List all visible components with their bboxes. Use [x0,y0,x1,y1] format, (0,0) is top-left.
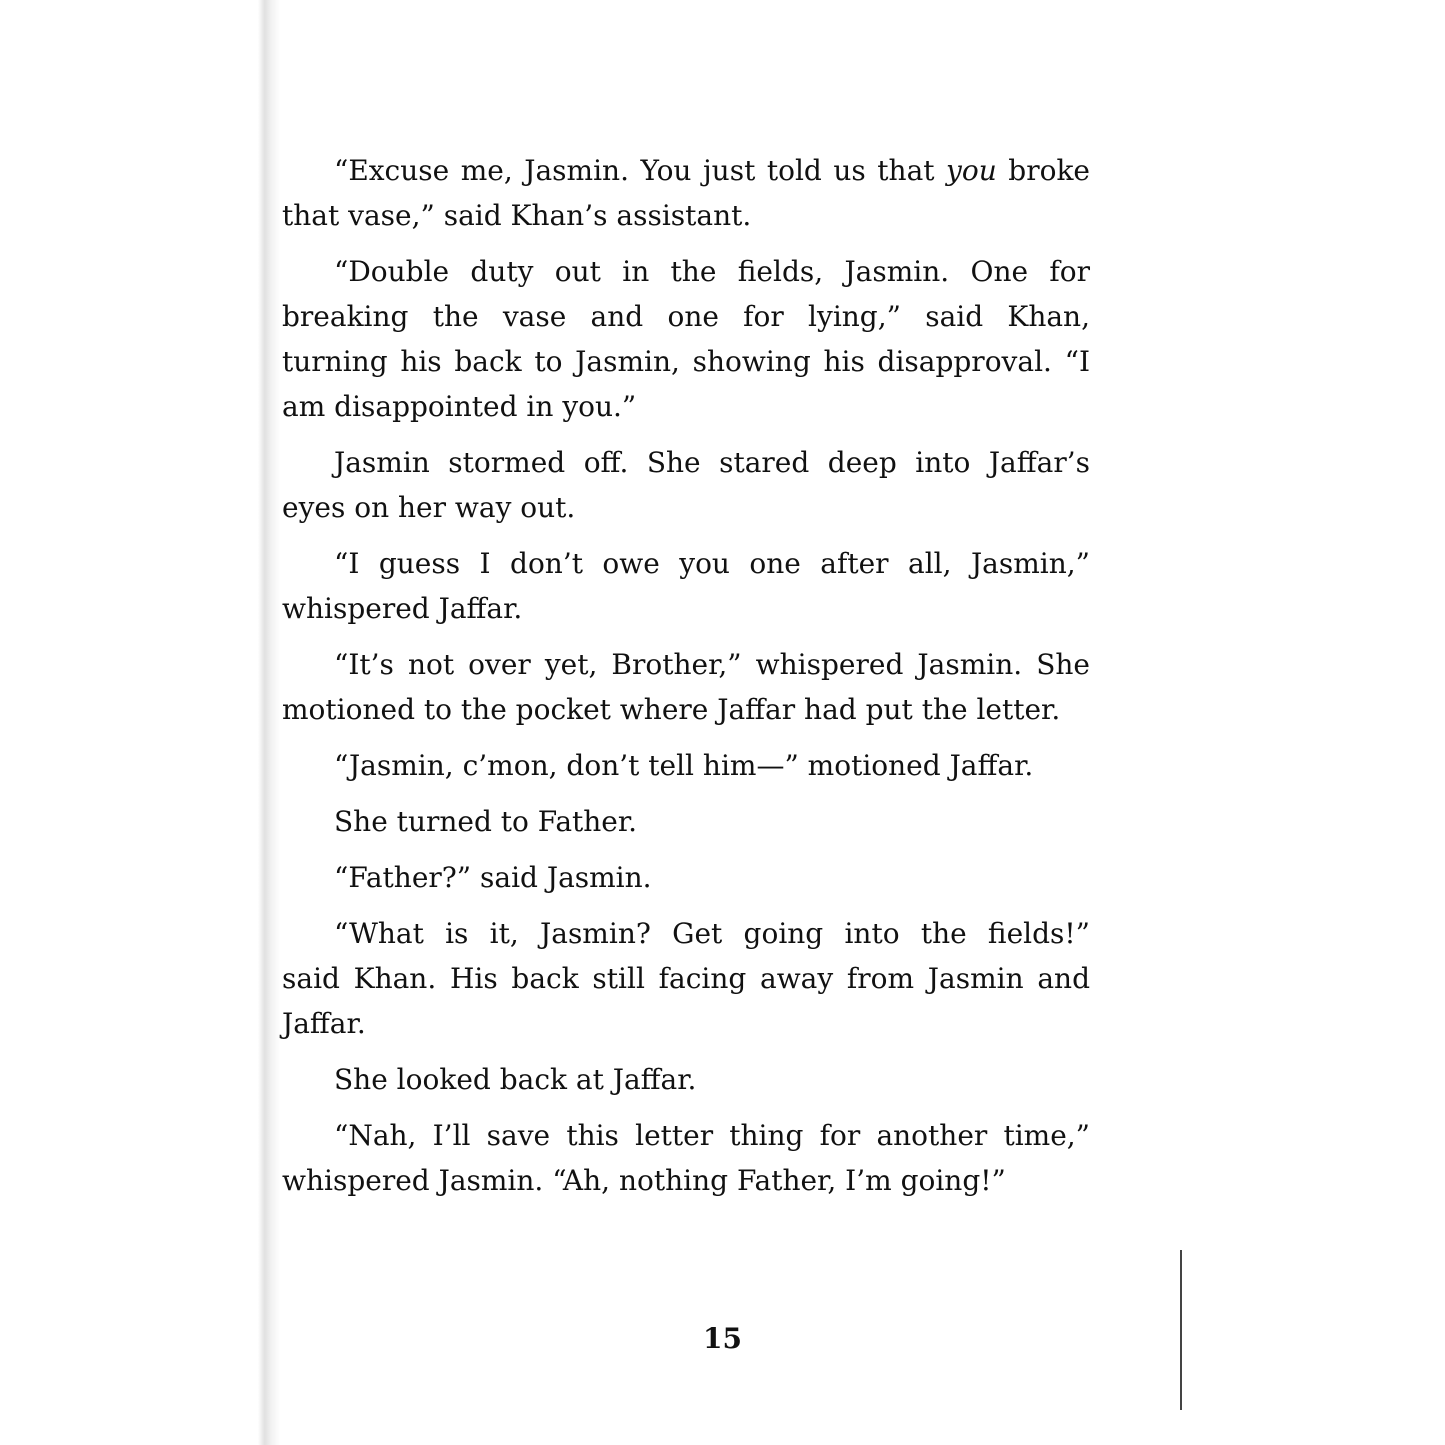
text-line: that vase,” said Khan’s assistant. [282,199,752,232]
text-line: breaking the vase and one for lying,” said Khan, [282,300,1090,333]
text-line: eyes on her way out. [282,491,576,524]
paragraph [282,541,1090,631]
paragraph [282,249,1090,429]
paragraph [282,1113,1090,1203]
paragraph [282,743,1090,788]
text-line: “Excuse me, Jasmin. You just told us that you broke [334,154,1090,187]
paragraph [282,642,1090,732]
text-line: said Khan. His back still facing away from Jasmin and [282,962,1090,995]
text-line: “I guess I don’t owe you one after all, Jasmin,” [334,547,1090,580]
text-line: She looked back at Jaffar. [334,1063,697,1096]
page-gutter-shadow [258,0,280,1445]
paragraph [282,855,1090,900]
text-line: whispered Jasmin. “Ah, nothing Father, I’m going!” [282,1164,1006,1197]
text-line: “What is it, Jasmin? Get going into the fields!” [334,917,1090,950]
text-line: “Nah, I’ll save this letter thing for another time,” [334,1119,1090,1152]
text-line: “Double duty out in the fields, Jasmin. One for [334,255,1090,288]
text-line: Jaffar. [282,1007,366,1040]
paragraph [282,799,1090,844]
paragraph [282,911,1090,1046]
text-line: Jasmin stormed off. She stared deep into Jaffar’s [334,446,1090,479]
text-line: “It’s not over yet, Brother,” whispered Jasmin. She [334,648,1090,681]
text-line: whispered Jaffar. [282,592,523,625]
page-body [282,148,1090,1214]
paragraph [282,148,1090,238]
page-number: 15 [703,1322,742,1355]
text-line: motioned to the pocket where Jaffar had put the letter. [282,693,1061,726]
text-line: turning his back to Jasmin, showing his disapproval. “I [282,345,1090,378]
paragraph [282,1057,1090,1102]
paragraph [282,440,1090,530]
text-line: She turned to Father. [334,805,638,838]
text-line: am disappointed in you.” [282,390,637,423]
text-line: “Father?” said Jasmin. [334,861,652,894]
text-line: “Jasmin, c’mon, don’t tell him—” motioned Jaffar. [334,749,1034,782]
